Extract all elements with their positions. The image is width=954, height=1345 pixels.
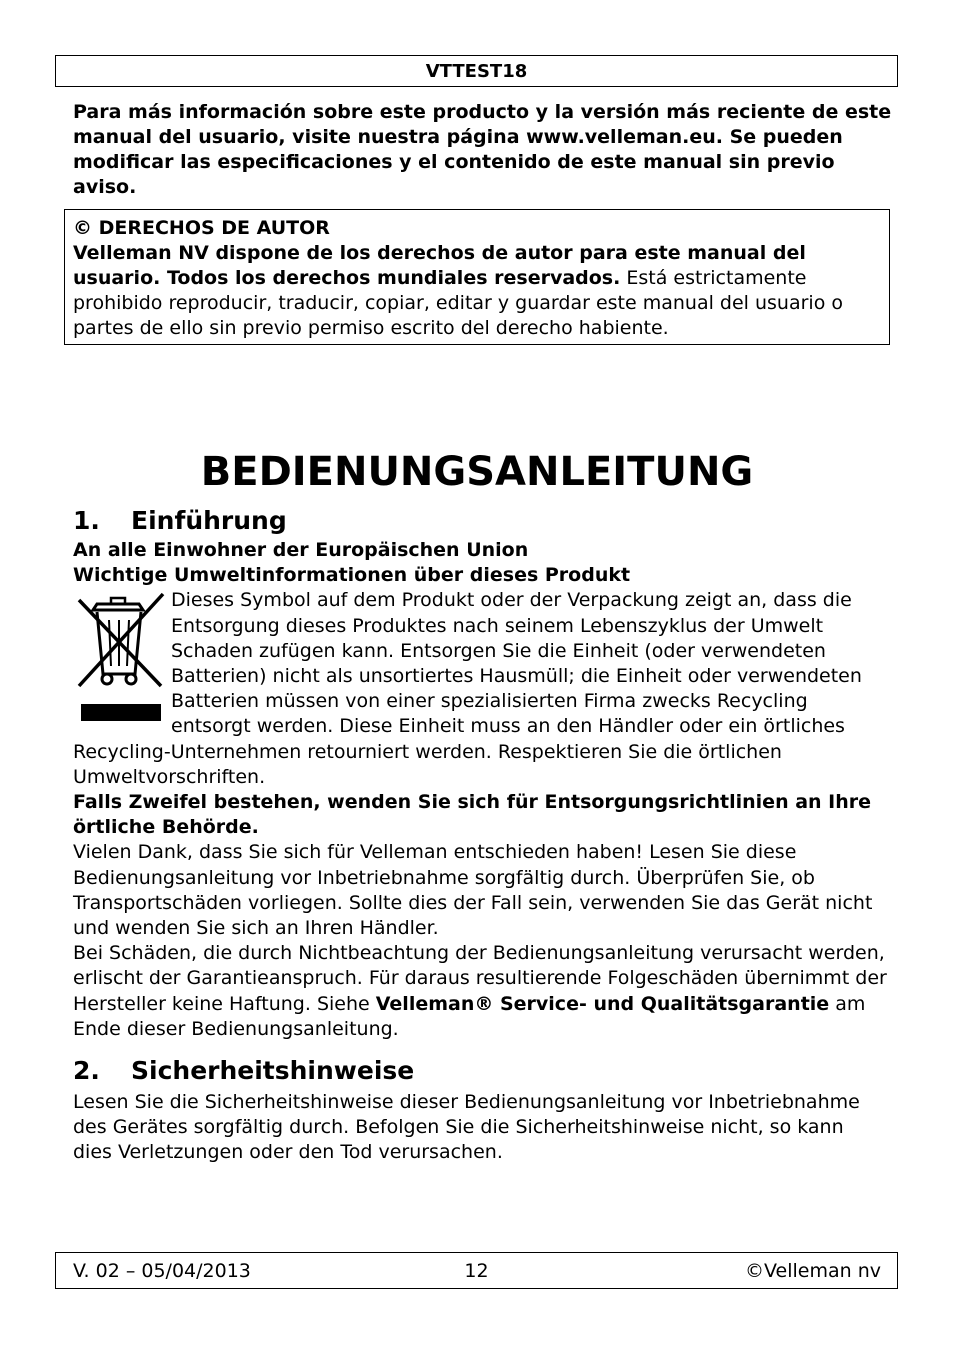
footer-version: V. 02 – 05/04/2013 [73,1260,251,1282]
footer-copyright: ©Velleman nv [745,1260,881,1282]
product-model: VTTEST18 [425,61,528,82]
safety-paragraph: Lesen Sie die Sicherheitshinweise dieser Bedienungsanleitung vor Inbetriebnahme des Gerätes sorgfältig durch. Befolgen Sie die Sicherheitshinweise nicht, so kann dies Verletzungen oder den Tod verursachen. [73,1091,860,1164]
copyright-box [64,209,890,345]
warranty-text-1: Bei Schäden, die durch Nichtbeachtung der Bedienungsanleitung verursacht werden, erlischt der Garantieanspruch. Für daraus resultierende Folgeschäden übernimmt der Hersteller keine Haftung. Siehe [73,942,887,1015]
section-2-number: 2. [73,1056,100,1085]
eu-residents-subheading: An alle Einwohner der Europäischen Union [73,539,529,561]
section-1-heading [73,506,287,536]
footer-page-number: 12 [464,1260,489,1282]
copyright-heading: © DERECHOS DE AUTOR [73,217,330,239]
copyright-text [73,241,881,341]
section-2-title: Sicherheitshinweise [131,1056,415,1085]
page-footer [55,1252,898,1289]
section-1-title: Einführung [131,506,287,535]
thanks-paragraph: Vielen Dank, dass Sie sich für Velleman entschieden haben! Lesen Sie diese Bedienungsanleitung vor Inbetriebnahme sorgfältig durch. Überprüfen Sie, ob Transportschäden vorliegen. Sollte dies der Fall sein, verwenden Sie das Gerät nicht und wenden Sie sich an Ihren Händler. [73,841,873,940]
section-2-body [73,1090,888,1166]
warranty-bold: Velleman® Service- und Qualitätsgarantie [375,992,830,1015]
section-1-body [73,538,888,1042]
copyright-normal-text: Está estrictamente prohibido reproducir, traducir, copiar, editar y guardar este manual del usuario o partes de ello sin previo permiso escrito del derecho habiente. [73,267,843,339]
spanish-intro: Para más información sobre este producto y la versión más reciente de este manual del usuario, visite nuestra página www.velleman.eu. Se pueden modificar las especificaciones y el contenido de este manual sin previo aviso. [73,101,892,198]
weee-paragraph: Dieses Symbol auf dem Produkt oder der Verpackung zeigt an, dass die Entsorgung dieses Produktes nach seinem Lebenszyklus der Umwelt Schaden zufügen kann. Entsorgen Sie die Einheit (oder verwendeten Batterien) nicht als unsortiertes Hausmüll; die Einheit oder verwendeten Batterien müssen von einer spezialisierten Firma zwecks Recycling entsorgt werden. Diese Einheit muss an den Händler oder ein örtliches Recycling-Unternehmen retourniert werden. Respektieren Sie die örtlichen Umweltvorschriften. [73,589,862,788]
section-2-heading [73,1056,414,1086]
crossed-out-wheelie-bin-icon [73,590,171,732]
page-header [55,55,898,87]
copyright-bold-text: Velleman NV dispone de los derechos de autor para este manual del usuario. Todos los derechos mundiales reservados. [73,242,806,289]
warranty-paragraph [73,941,888,1042]
disposal-doubt-note: Falls Zweifel bestehen, wenden Sie sich für Entsorgungsrichtlinien an Ihre örtliche Behörde. [73,791,872,839]
main-title: BEDIENUNGSANLEITUNG [200,449,754,495]
section-1-number: 1. [73,506,100,535]
warranty-text-2: am Ende dieser Bedienungsanleitung. [73,992,866,1040]
weee-block [73,588,888,790]
environment-info-subheading: Wichtige Umweltinformationen über dieses Produkt [73,564,631,587]
